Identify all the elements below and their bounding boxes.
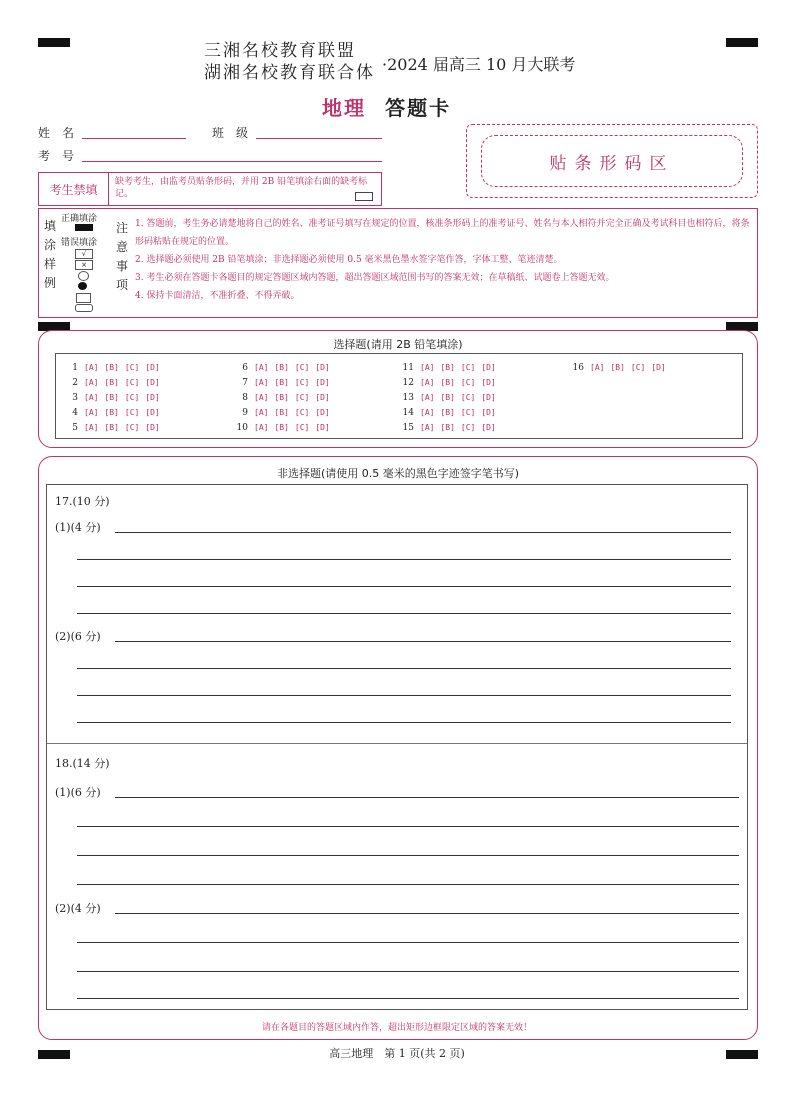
mc-option-bubble[interactable]: [C] [124,393,140,402]
mc-question-number: 4 [72,408,78,418]
wrong-oval-icon [75,304,93,312]
absent-mark-box[interactable] [355,192,373,201]
mc-question-row [232,360,336,375]
answer-line[interactable] [115,797,739,798]
mc-option-bubble[interactable]: [B] [440,408,455,417]
mc-option-bubble[interactable]: [B] [104,408,119,417]
q17-part2: (2)(6 分) [55,630,101,643]
side-char: 样 [43,257,56,271]
mc-question-row [398,390,502,405]
timing-mark [38,38,70,47]
mc-option-bubble[interactable]: [D] [481,408,496,417]
mc-question-row [232,420,336,435]
wrong-dot-icon [78,282,87,290]
mc-option-bubble[interactable]: [D] [481,393,496,402]
mc-option-bubble[interactable]: [B] [104,363,119,372]
mc-column [398,360,502,435]
answer-line[interactable] [77,722,731,723]
side-char: 项 [115,278,128,292]
answer-line[interactable] [115,641,731,642]
mc-column [62,360,166,435]
mc-option-bubble[interactable]: [C] [294,393,310,402]
nc-answer-box [46,484,748,1010]
mc-answer-box [55,353,743,439]
answer-line[interactable] [77,695,731,696]
mc-option-bubble[interactable]: [A] [84,423,99,432]
side-char: 例 [43,276,56,290]
answer-line[interactable] [77,613,731,614]
mc-option-bubble[interactable]: [D] [315,393,330,402]
mc-question-number: 5 [72,423,78,433]
mc-question-number: 1 [72,363,78,373]
mc-option-bubble[interactable]: [D] [145,423,160,432]
answer-line[interactable] [77,998,739,999]
mc-option-bubble[interactable]: [C] [630,363,646,372]
mc-option-bubble[interactable]: [C] [294,378,310,387]
mc-section [38,330,758,448]
mc-question-row [232,375,336,390]
name-label: 姓 名 [38,126,75,140]
mc-option-bubble[interactable]: [D] [481,423,496,432]
mc-option-bubble[interactable]: [C] [460,378,476,387]
answer-line[interactable] [115,913,739,914]
mc-option-bubble[interactable]: [A] [84,378,99,387]
mc-question-number: 15 [402,423,414,433]
absent-box [38,172,382,206]
barcode-inner-frame [481,135,743,187]
name-field[interactable] [82,138,186,139]
mc-question-number: 3 [72,393,78,403]
note-item: 1. 答题前，考生务必请楚地将自己的姓名、准考证号填写在规定的位置，核准条形码上的准考证号、姓名与本人相符并完全正确及考试科目也相符后，将条形码粘贴在规定的位置。 [135,219,750,247]
mc-option-bubble[interactable]: [C] [460,423,476,432]
mc-question-number: 13 [402,393,414,403]
mc-option-bubble[interactable]: [B] [274,408,289,417]
answer-line[interactable] [77,826,739,827]
mc-question-row [232,390,336,405]
mc-option-bubble[interactable]: [A] [84,393,99,402]
mc-option-bubble[interactable]: [D] [315,423,330,432]
mc-question-row [62,405,166,420]
fill-sample [39,209,113,317]
answer-line[interactable] [77,971,739,972]
answer-line[interactable] [77,884,739,885]
mc-question-row [62,375,166,390]
timing-mark [726,38,758,47]
mc-option-bubble[interactable]: [A] [254,423,269,432]
mc-option-bubble[interactable]: [A] [254,393,269,402]
mc-column [568,360,672,375]
mc-option-bubble[interactable]: [B] [274,423,289,432]
side-char: 涂 [43,238,56,252]
mc-question-row [568,360,672,375]
barcode-area [466,124,758,198]
answer-line[interactable] [77,855,739,856]
mc-option-bubble[interactable]: [C] [460,363,476,372]
mc-option-bubble[interactable]: [B] [274,363,289,372]
class-field[interactable] [256,138,382,139]
mc-option-bubble[interactable]: [C] [294,408,310,417]
class-label: 班 级 [212,126,249,140]
side-char: 意 [115,240,128,254]
mc-option-bubble[interactable]: [C] [124,363,140,372]
side-char: 注 [115,221,128,235]
mc-option-bubble[interactable]: [A] [420,378,435,387]
fill-sample-side-label [43,217,57,293]
mc-option-bubble[interactable]: [A] [84,408,99,417]
mc-option-bubble[interactable]: [B] [104,378,119,387]
absent-label: 考生禁填 [39,173,109,205]
mc-question-row [62,420,166,435]
side-char: 事 [115,259,128,273]
mc-question-row [398,360,502,375]
question-divider [47,743,747,744]
q17-head: 17.(10 分) [55,495,110,508]
mc-option-bubble[interactable]: [C] [460,408,476,417]
note-item: 3. 考生必须在答题卡各题目的规定答题区域内答题，超出答题区域范围书写的答案无效；在草稿纸、试题卷上答题无效。 [135,273,615,283]
instructions-panel [38,208,758,318]
correct-fill-icon [75,224,93,231]
mc-option-bubble[interactable]: [D] [145,378,160,387]
answer-line[interactable] [77,586,731,587]
mc-option-bubble[interactable]: [B] [274,378,289,387]
q18-head: 18.(14 分) [55,757,110,770]
mc-option-bubble[interactable]: [B] [610,363,625,372]
mc-option-bubble[interactable]: [A] [254,378,269,387]
mc-option-bubble[interactable]: [D] [315,363,330,372]
barcode-label: 贴条形码区 [549,153,675,174]
mc-option-bubble[interactable]: [A] [420,363,435,372]
mc-option-bubble[interactable]: [B] [440,378,455,387]
notes-side-label [115,219,129,295]
mc-column [232,360,336,435]
page-title [322,92,451,121]
mc-question-number: 12 [402,378,414,388]
wrong-cross-icon: × [75,260,93,270]
mc-option-bubble[interactable]: [A] [254,408,269,417]
mc-question-row [62,360,166,375]
mc-option-bubble[interactable]: [A] [590,363,605,372]
mc-question-row [398,405,502,420]
mc-title: 选择题(请用 2B 铅笔填涂) [333,338,463,351]
q18-part2: (2)(4 分) [55,902,101,915]
mc-option-bubble[interactable]: [D] [651,363,666,372]
mc-question-number: 8 [242,393,248,403]
mc-option-bubble[interactable]: [B] [104,423,119,432]
wrong-fill-label: 错误填涂 [61,238,98,248]
id-label: 考 号 [38,149,75,163]
mc-question-row [232,405,336,420]
mc-option-bubble[interactable]: [B] [440,393,455,402]
mc-question-row [398,420,502,435]
org-line-2: 湖湘名校教育联合体 [204,63,375,83]
mc-question-number: 16 [572,363,584,373]
mc-option-bubble[interactable]: [B] [104,393,119,402]
wrong-circle-icon [78,271,89,281]
wrong-check-icon: √ [75,249,93,259]
wrong-partial-icon [76,293,91,303]
answer-line[interactable] [77,559,731,560]
subject-name: 地理 [322,96,366,120]
mc-option-bubble[interactable]: [B] [440,423,455,432]
note-item: 2. 选择题必须使用 2B 铅笔填涂；非选择题必须使用 0.5 毫米黑色墨水签字笔作答，字体工整、笔迹清楚。 [135,255,563,265]
mc-option-bubble[interactable]: [D] [481,363,496,372]
note-item: 4. 保持卡面清洁，不准折叠、不得弄破。 [135,291,300,301]
absent-text: 缺考考生，由监考员贴条形码，并用 2B 铅笔填涂右面的缺考标记。 [115,177,368,199]
mc-option-bubble[interactable]: [D] [315,378,330,387]
mc-question-row [398,375,502,390]
notes-list [135,215,751,305]
answer-line[interactable] [77,942,739,943]
page-number: 高三地理 第 1 页(共 2 页) [329,1047,465,1060]
mc-option-bubble[interactable]: [C] [294,423,310,432]
mc-option-bubble[interactable]: [A] [84,363,99,372]
mc-question-number: 10 [236,423,248,433]
answer-line[interactable] [77,668,731,669]
nc-title: 非选择题(请使用 0.5 毫米的黑色字迹签字笔书写) [276,467,520,480]
mc-question-number: 6 [242,363,248,373]
mc-question-number: 2 [72,378,78,388]
mc-option-bubble[interactable]: [B] [274,393,289,402]
mc-option-bubble[interactable]: [D] [145,393,160,402]
mc-option-bubble[interactable]: [D] [481,378,496,387]
org-line-1: 三湘名校教育联盟 [204,41,356,61]
mc-question-row [62,390,166,405]
answer-line[interactable] [115,532,731,533]
mc-option-bubble[interactable]: [A] [254,363,269,372]
correct-fill-label: 正确填涂 [61,214,98,224]
mc-option-bubble[interactable]: [C] [124,378,140,387]
mc-option-bubble[interactable]: [D] [315,408,330,417]
mc-question-number: 14 [402,408,414,418]
q17-part1: (1)(4 分) [55,521,101,534]
mc-option-bubble[interactable]: [C] [124,423,140,432]
card-title: 答题卡 [385,96,452,120]
mc-option-bubble[interactable]: [D] [145,408,160,417]
mc-option-bubble[interactable]: [C] [294,363,310,372]
side-char: 填 [43,219,56,233]
mc-option-bubble[interactable]: [C] [124,408,140,417]
mc-option-bubble[interactable]: [C] [460,393,476,402]
mc-question-number: 9 [242,408,248,418]
mc-option-bubble[interactable]: [A] [420,408,435,417]
q18-part1: (1)(6 分) [55,786,101,799]
mc-question-number: 11 [402,363,414,373]
mc-option-bubble[interactable]: [A] [420,423,435,432]
mc-option-bubble[interactable]: [B] [440,363,455,372]
id-field[interactable] [82,161,382,162]
mc-option-bubble[interactable]: [A] [420,393,435,402]
mc-option-bubble[interactable]: [D] [145,363,160,372]
mc-question-number: 7 [242,378,248,388]
footer-warning: 请在各题目的答题区域内作答，超出矩形边框限定区域的答案无效！ [261,1023,532,1033]
exam-title: ·2024 届高三 10 月大联考 [382,55,576,74]
